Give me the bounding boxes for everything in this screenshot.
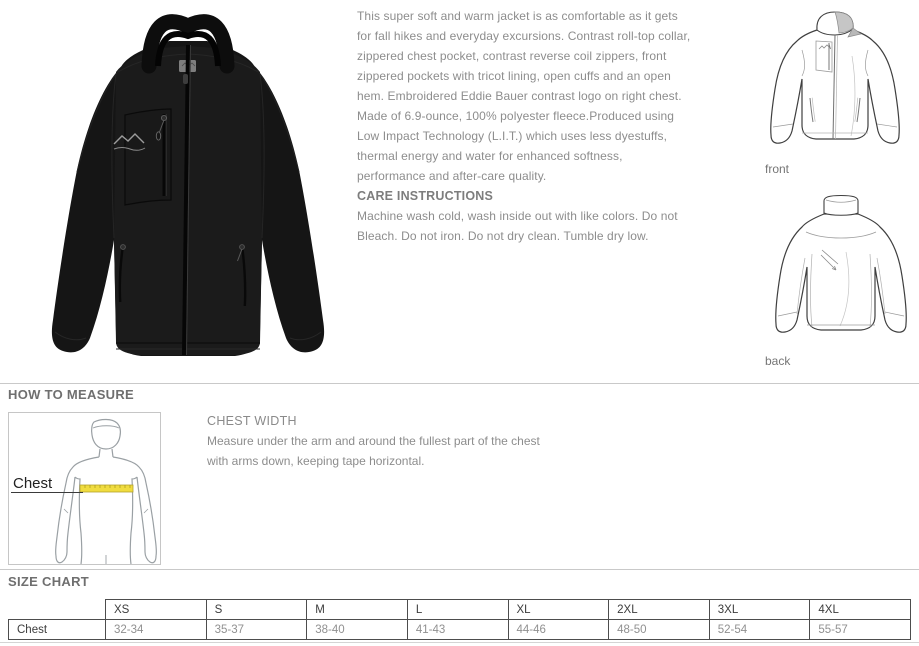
size-value-cell: 32-34 [106, 620, 207, 640]
size-value-cell: 44-46 [508, 620, 609, 640]
size-chart-heading: SIZE CHART [8, 574, 89, 589]
description-line: zippered pockets with tricot lining, open cuffs and an open [357, 69, 671, 83]
size-value-cell: 55-57 [810, 620, 911, 640]
chest-pointer-line [11, 492, 83, 493]
chest-diagram-label: Chest [13, 475, 53, 492]
section-divider [0, 642, 919, 643]
size-column-header: XL [508, 600, 609, 620]
header-blank-cell [9, 600, 106, 620]
description-line: thermal energy and water for enhanced softness, [357, 149, 623, 163]
size-column-header: S [206, 600, 307, 620]
section-divider [0, 569, 919, 570]
description-line: This super soft and warm jacket is as comfortable as it gets [357, 9, 678, 23]
size-chart-header-row [9, 600, 911, 620]
measurement-diagram [8, 412, 161, 565]
description-line: Low Impact Technology (L.I.T.) which uses less dyestuffs, [357, 129, 668, 143]
measurement-instructions [207, 412, 547, 471]
size-column-header: 3XL [709, 600, 810, 620]
size-chart-table [8, 599, 911, 640]
size-value-cell: 38-40 [307, 620, 408, 640]
description-line: Made of 6.9-ounce, 100% polyester fleece.Produced using [357, 109, 675, 123]
care-instructions-line: Machine wash cold, wash inside out with like colors. Do not [357, 209, 678, 223]
size-column-header: L [407, 600, 508, 620]
jacket-back-line-drawing [766, 192, 916, 350]
description-line: zippered chest pocket, contrast reverse coil zippers, front [357, 49, 667, 63]
size-chart-data-row [9, 620, 911, 640]
chest-width-title: CHEST WIDTH [207, 414, 297, 428]
garment-views [742, 8, 919, 368]
instruction-line: Measure under the arm and around the fullest part of the chest [207, 434, 540, 448]
care-instructions-line: Bleach. Do not iron. Do not dry clean. Tumble dry low. [357, 229, 649, 243]
measurement-row-label: Chest [9, 620, 106, 640]
back-view-label: back [765, 354, 791, 368]
product-photo [18, 12, 353, 367]
description-line: for fall hikes and everyday excursions. Contrast roll-top collar, [357, 29, 691, 43]
back-view-figure [742, 192, 919, 368]
front-view-figure [742, 8, 919, 176]
jacket-photo-image [18, 12, 353, 367]
size-value-cell: 52-54 [709, 620, 810, 640]
size-column-header: 4XL [810, 600, 911, 620]
description-line: performance and after-care quality. [357, 169, 547, 183]
size-column-header: XS [106, 600, 207, 620]
instruction-line: with arms down, keeping tape horizontal. [207, 454, 425, 468]
size-column-header: M [307, 600, 408, 620]
size-column-header: 2XL [609, 600, 710, 620]
front-view-label: front [765, 162, 790, 176]
description-line: hem. Embroidered Eddie Bauer contrast logo on right chest. [357, 89, 682, 103]
product-description [357, 6, 691, 246]
section-divider [0, 383, 919, 384]
size-value-cell: 41-43 [407, 620, 508, 640]
size-value-cell: 48-50 [609, 620, 710, 640]
size-value-cell: 35-37 [206, 620, 307, 640]
how-to-measure-heading: HOW TO MEASURE [8, 387, 135, 402]
care-instructions-heading: CARE INSTRUCTIONS [357, 189, 494, 203]
jacket-front-line-drawing [760, 8, 910, 158]
